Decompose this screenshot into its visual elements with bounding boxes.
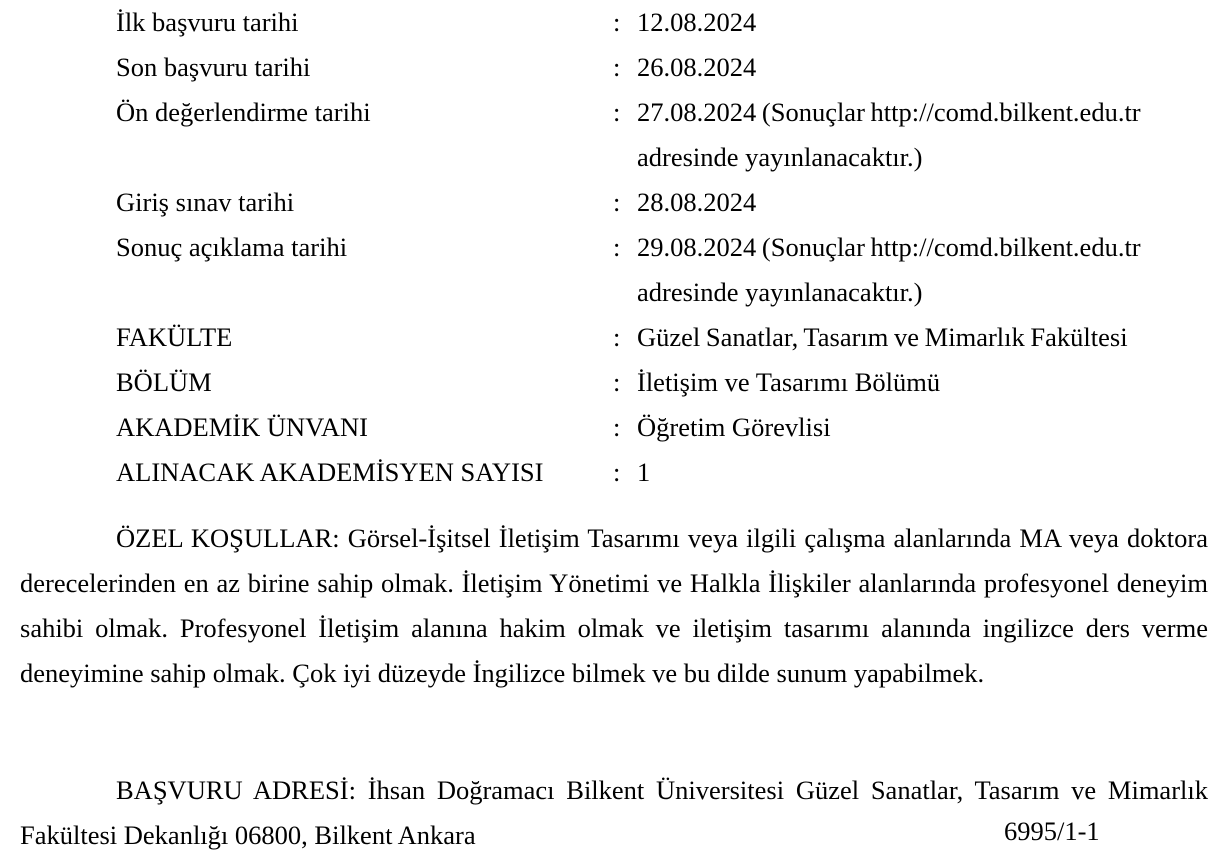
row-entrance-exam-date — [116, 180, 1210, 225]
label-result-announcement-date: Sonuç açıklama tarihi — [116, 232, 348, 262]
label-first-application-date: İlk başvuru tarihi — [116, 7, 299, 37]
row-department — [116, 360, 1210, 405]
separator-colon: : — [613, 232, 621, 262]
separator-colon: : — [613, 52, 621, 82]
label-faculty: FAKÜLTE — [116, 322, 233, 352]
reference-number: 6995/1-1 — [1004, 816, 1100, 846]
value-pre-evaluation-line-1: 27.08.2024 (Sonuçlar http://comd.bilkent.edu.tr — [637, 97, 1141, 127]
separator-colon: : — [613, 97, 621, 127]
label-last-application-date: Son başvuru tarihi — [116, 52, 311, 82]
row-faculty — [116, 315, 1210, 360]
value-faculty: Güzel Sanatlar, Tasarım ve Mimarlık Fakültesi — [637, 322, 1128, 352]
value-entrance-exam-date: 28.08.2024 — [637, 187, 757, 217]
label-academic-title: AKADEMİK ÜNVANI — [116, 412, 368, 442]
separator-colon: : — [613, 7, 621, 37]
row-first-application-date — [116, 0, 1210, 45]
application-address-paragraph: BAŞVURU ADRESİ: İhsan Doğramacı Bilkent Üniversitesi Güzel Sanatlar, Tasarım ve Mimarlık Fakültesi Dekanlığı 06800, Bilkent Ankara — [20, 774, 1208, 850]
separator-colon: : — [613, 187, 621, 217]
row-pre-evaluation-date — [116, 90, 1210, 180]
value-first-application-date: 12.08.2024 — [637, 7, 757, 37]
separator-colon: : — [613, 457, 621, 487]
value-last-application-date: 26.08.2024 — [637, 52, 757, 82]
label-pre-evaluation-date: Ön değerlendirme tarihi — [116, 97, 371, 127]
row-last-application-date — [116, 45, 1210, 90]
value-result-announcement-date — [637, 225, 1210, 315]
value-department: İletişim ve Tasarımı Bölümü — [637, 367, 941, 397]
info-table — [116, 0, 1210, 495]
separator-colon: : — [613, 322, 621, 352]
value-pre-evaluation-date — [637, 90, 1210, 180]
value-result-announcement-line-1: 29.08.2024 (Sonuçlar http://comd.bilkent.edu.tr — [637, 232, 1141, 262]
value-positions-count: 1 — [637, 457, 651, 487]
label-entrance-exam-date: Giriş sınav tarihi — [116, 187, 295, 217]
label-department: BÖLÜM — [116, 367, 212, 397]
label-positions-count: ALINACAK AKADEMİSYEN SAYISI — [116, 457, 544, 487]
separator-colon: : — [613, 367, 621, 397]
row-academic-title — [116, 405, 1210, 450]
value-academic-title: Öğretim Görevlisi — [637, 412, 831, 442]
value-pre-evaluation-line-2: adresinde yayınlanacaktır.) — [637, 142, 923, 172]
special-conditions-paragraph: ÖZEL KOŞULLAR: Görsel-İşitsel İletişim Tasarımı veya ilgili çalışma alanlarında MA veya doktora derecelerinden en az birine sahip olmak. İletişim Yönetimi ve Halkla İlişkiler alanlarında profesyonel deneyim sahibi olmak. Profesyonel İletişim alanına hakim olmak ve iletişim tasarımı alanında ingilizce ders verme deneyimine sahip olmak. Çok iyi düzeyde İngilizce bilmek ve bu dilde sunum yapabilmek. — [20, 522, 1208, 688]
value-result-announcement-line-2: adresinde yayınlanacaktır.) — [637, 277, 923, 307]
row-result-announcement-date — [116, 225, 1210, 315]
row-positions-count — [116, 450, 1210, 495]
separator-colon: : — [613, 412, 621, 442]
